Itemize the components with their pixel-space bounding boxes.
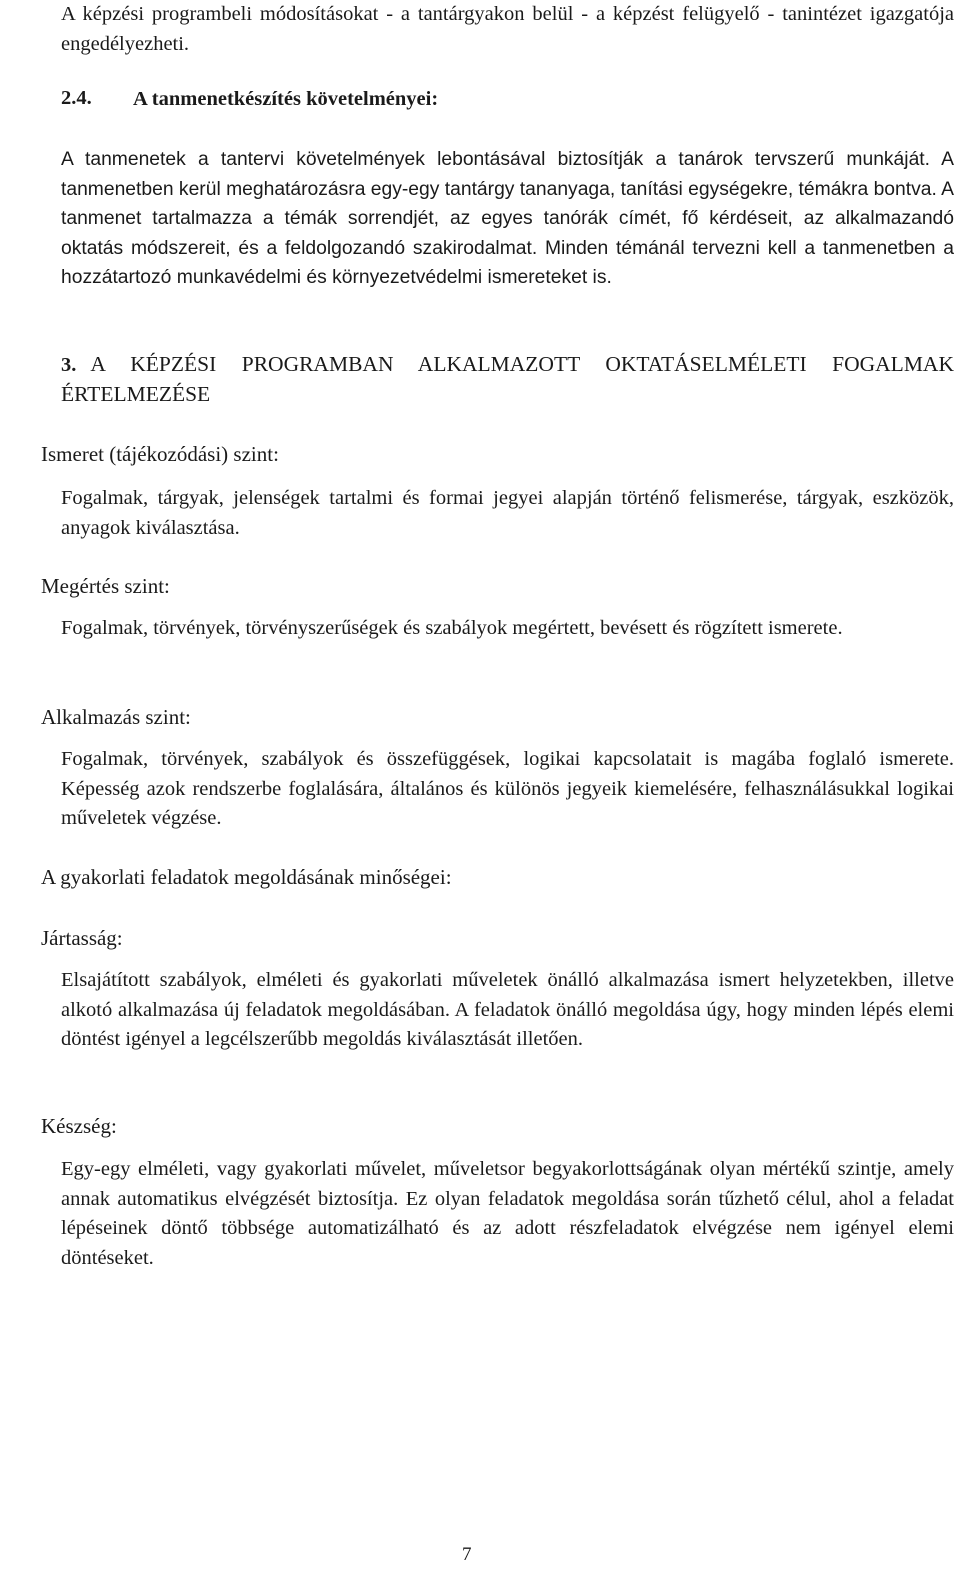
practical-heading-jartassag: Jártasság: <box>41 926 123 950</box>
level-text-alkalmazas: Fogalmak, törvények, szabályok és összefüggések, logikai kapcsolatait is magába foglaló ismerete. Képesség azok rendszerbe foglalására, általános és különös jegyeik kiemelésére, felhasználásukkal logikai műveletek végzése. <box>61 748 954 829</box>
level-heading-megertes: Megértés szint: <box>41 574 170 598</box>
practical-text-keszseg: Egy-egy elméleti, vagy gyakorlati művelet, műveletsor begyakorlottságának olyan mértékű szintje, amely annak automatikus elvégzését biztosítja. Ez olyan feladatok megoldása során tűzhető célul, ahol a feladat lépéseinek döntő többsége automatizálható és az adott részfeladatok elvégzése nem igényel elemi döntéseket. <box>61 1158 954 1269</box>
intro-paragraph: A képzési programbeli módosításokat - a tantárgyakon belül - a képzést felügyelő - tanintézet igazgatója engedélyezheti. <box>61 3 954 55</box>
level-heading-alkalmazas: Alkalmazás szint: <box>41 705 191 729</box>
practical-heading: A gyakorlati feladatok megoldásának minőségei: <box>41 865 452 889</box>
practical-text-jartassag: Elsajátított szabályok, elméleti és gyakorlati műveletek önálló alkalmazása ismert helyzetekben, illetve alkotó alkalmazása új feladatok megoldásában. A feladatok önálló megoldása úgy, hogy minden lépés elemi döntést igényel a legcélszerűbb megoldás kiválasztását illetően. <box>61 969 954 1050</box>
section-3-number: 3. <box>61 354 77 376</box>
level-text-ismeret: Fogalmak, tárgyak, jelenségek tartalmi és formai jegyei alapján történő felismerése, tárgyak, eszközök, anyagok kiválasztása. <box>61 487 954 539</box>
section-3-heading <box>61 350 954 409</box>
practical-heading-keszseg: Készség: <box>41 1114 117 1138</box>
section-2-4-title: A tanmenetkészítés követelményei: <box>133 88 439 110</box>
section-2-4-number: 2.4. <box>61 87 92 109</box>
level-heading-ismeret: Ismeret (tájékozódási) szint: <box>41 442 279 466</box>
section-3-title: A KÉPZÉSI PROGRAMBAN ALKALMAZOTT OKTATÁSELMÉLETI FOGALMAK ÉRTELMEZÉSE <box>61 352 954 406</box>
page-number: 7 <box>462 1544 472 1565</box>
level-text-megertes: Fogalmak, törvények, törvényszerűségek és szabályok megértett, bevésett és rögzített ismerete. <box>61 617 843 639</box>
section-2-4-paragraph: A tanmenetek a tantervi követelmények lebontásával biztosítják a tanárok tervszerű munkáját. A tanmenetben kerül meghatározásra egy-egy tantárgy tananyaga, tanítási egységekre, témákra bontva. A tanmenet tartalmazza a témák sorrendjét, az egyes tanórák címét, fő kérdéseit, az alkalmazandó oktatás módszereit, és a feldolgozandó szakirodalmat. Minden témánál tervezni kell a tanmenetben a hozzátartozó munkavédelmi és környezetvédelmi ismereteket is. <box>61 149 954 288</box>
